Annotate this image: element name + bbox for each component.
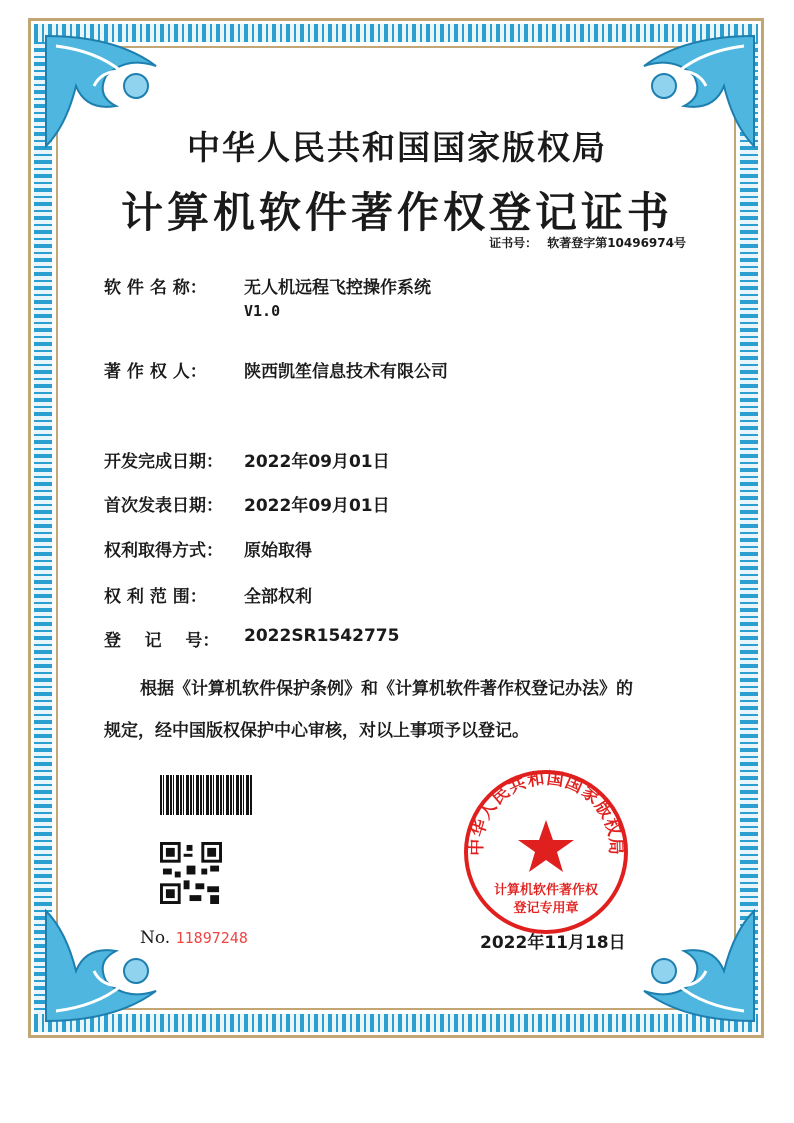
field-value: 2022年09月01日	[244, 496, 390, 516]
field-label: 软 件 名 称：	[104, 278, 207, 298]
field-label: 权利取得方式：	[104, 541, 223, 561]
field-label: 开发完成日期：	[104, 452, 223, 472]
field-rights-scope	[104, 582, 312, 607]
statement-paragraph	[104, 668, 704, 752]
official-seal-icon	[462, 768, 630, 936]
field-value: 无人机远程飞控操作系统	[244, 278, 431, 298]
seal-outer-text: 中华人民共和国国家版权局	[466, 768, 626, 857]
serial-number-value: 11897248	[175, 929, 248, 947]
field-acquisition-method	[104, 536, 312, 561]
field-software-name	[104, 273, 431, 320]
qr-code-icon	[160, 842, 222, 904]
field-value: 2022年09月01日	[244, 452, 390, 472]
field-label: 登 记 号：	[104, 631, 220, 651]
certificate-title: 计算机软件著作权登记证书	[120, 188, 673, 237]
field-copyright-owner	[104, 357, 448, 382]
statement-line-2: 规定，经中国版权保护中心审核，对以上事项予以登记。	[104, 721, 529, 741]
statement-line-1: 根据《计算机软件保护条例》和《计算机软件著作权登记办法》的	[140, 679, 633, 699]
field-value-version: V1.0	[244, 302, 281, 320]
field-registration-number	[104, 626, 399, 651]
barcode-icon	[160, 775, 252, 815]
seal-inner-line-2: 登记专用章	[513, 901, 579, 916]
field-publish-date	[104, 491, 390, 516]
field-value: 原始取得	[244, 541, 312, 561]
seal-inner-line-1: 计算机软件著作权	[493, 883, 599, 898]
field-completion-date	[104, 447, 390, 472]
issuing-authority: 中华人民共和国国家版权局	[187, 128, 607, 167]
corner-ornament-icon	[614, 901, 764, 1031]
field-value: 陕西凯笙信息技术有限公司	[244, 362, 448, 382]
serial-number-label: No.	[140, 928, 171, 948]
serial-number	[140, 928, 248, 948]
field-label: 首次发表日期：	[104, 496, 223, 516]
certificate-number	[479, 234, 686, 251]
certificate-number-label: 证书号：	[489, 236, 538, 250]
certificate-number-value: 软著登字第10496974号	[547, 236, 686, 250]
field-value: 2022SR1542775	[244, 626, 400, 646]
field-label: 著 作 权 人：	[104, 362, 207, 382]
field-value: 全部权利	[244, 587, 312, 607]
field-label: 权 利 范 围：	[104, 587, 207, 607]
issue-date: 2022年11月18日	[480, 933, 626, 953]
corner-ornament-icon	[36, 901, 186, 1031]
